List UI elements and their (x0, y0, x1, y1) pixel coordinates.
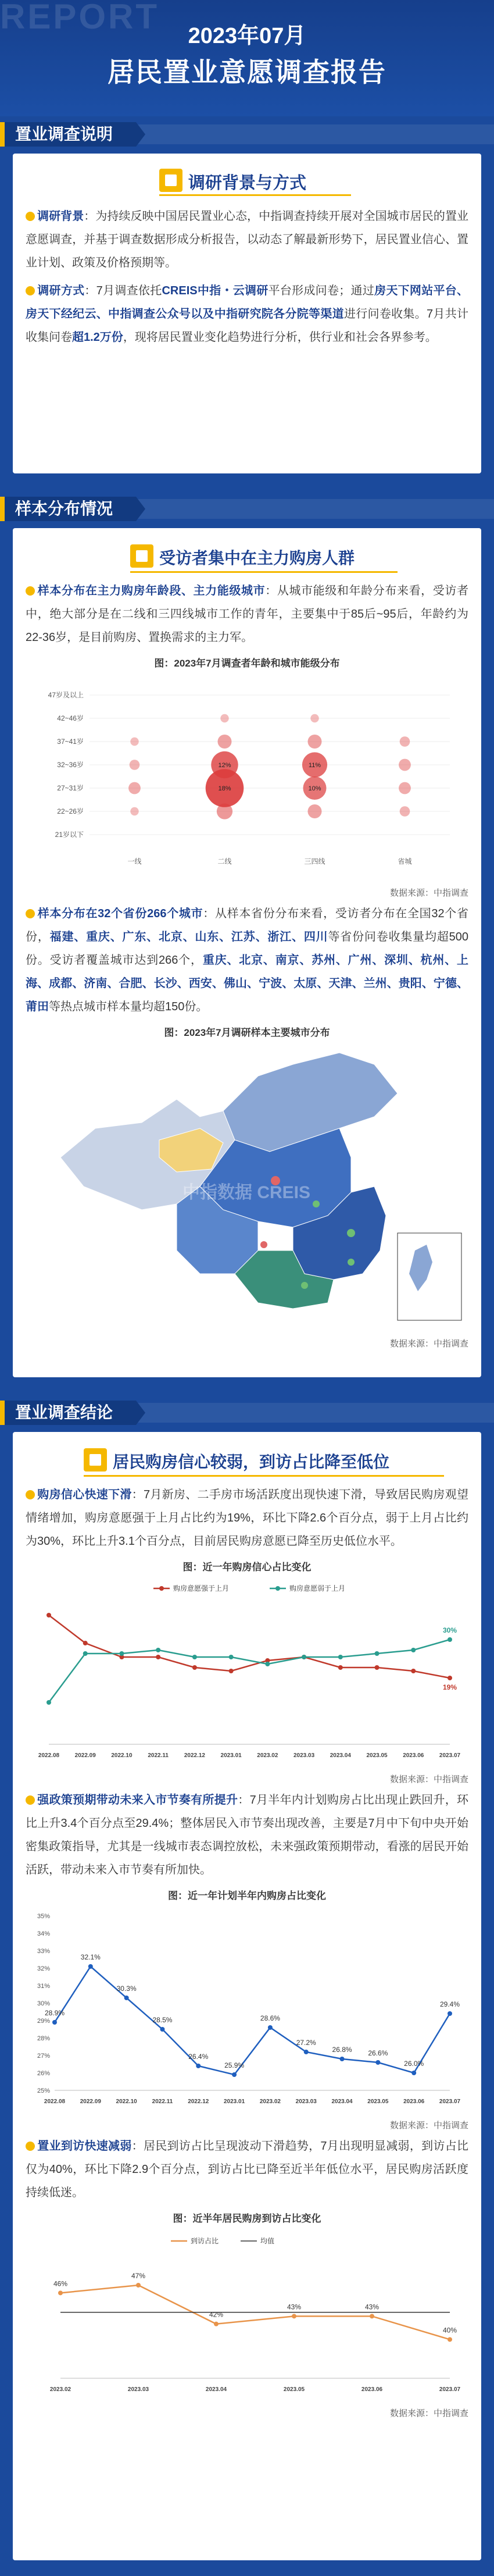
y-tick-label: 34% (37, 1930, 50, 1937)
x-tick-label: 2023.06 (403, 2098, 425, 2105)
bubble-point (399, 782, 411, 794)
series-line (55, 1966, 450, 2075)
y-tick-label: 29% (37, 2018, 50, 2025)
bubble-label: 10% (308, 785, 321, 792)
data-label: 32.1% (80, 1953, 101, 1961)
x-tick-label: 2023.06 (361, 2386, 383, 2393)
card-sample-distribution (13, 528, 481, 1377)
bubble-chart-source: 数据来源：中指调查 (389, 888, 468, 898)
data-point (46, 1700, 51, 1705)
end-label: 30% (442, 1626, 457, 1634)
china-map (26, 1041, 467, 1332)
bullet-icon (26, 212, 35, 221)
data-point (83, 1651, 88, 1656)
data-label: 28.9% (44, 2009, 65, 2017)
data-point (448, 1676, 452, 1680)
paragraph-method: 调研方式：7月调查依托CREIS中指・云调研平台形成问卷；通过房天下网站平台、房天下经纪云、中指调查公众号以及中指研究院各分院等渠道进行问卷收集。7月共计收集问卷超1.2万份，现将居民置业变化趋势进行分析，供行业和社会各界参考。 (26, 284, 469, 344)
data-label: 27.2% (296, 2039, 316, 2047)
data-point (411, 1648, 416, 1652)
legend-label: 均值 (260, 2237, 275, 2245)
x-tick-label: 2023.01 (220, 1752, 242, 1759)
x-tick-label: 2022.08 (44, 2098, 66, 2105)
x-tick-label: 三四线 (304, 857, 325, 865)
x-tick-label: 2022.12 (188, 2098, 209, 2105)
data-point (192, 1655, 197, 1659)
x-tick-label: 2023.07 (439, 1752, 461, 1759)
map-title: 图：2023年7月调研样本主要城市分布 (164, 1027, 330, 1038)
bubble-point (308, 804, 322, 818)
visit-chart-title: 图：近半年居民购房到访占比变化 (173, 2213, 321, 2224)
end-label: 19% (442, 1683, 457, 1691)
section-label: 置业调查结论 (0, 1401, 136, 1425)
report-header (0, 0, 494, 116)
y-tick-label: 26% (37, 2070, 50, 2077)
section-header-survey-intro (0, 116, 494, 154)
data-point (370, 2314, 374, 2318)
data-point (265, 1662, 270, 1666)
confidence-chart-title: 图：近一年购房信心占比变化 (182, 1562, 312, 1573)
x-tick-label: 2023.03 (127, 2386, 149, 2393)
bubble-point (399, 759, 411, 771)
bullet-icon (26, 2142, 35, 2151)
y-tick-label: 21岁以下 (55, 831, 84, 839)
bubble-point (400, 806, 410, 817)
data-point (302, 1655, 306, 1659)
map-source: 数据来源：中指调查 (389, 1339, 468, 1349)
data-point (411, 1669, 416, 1673)
bubble-point (130, 737, 138, 746)
y-tick-label: 22~26岁 (57, 807, 84, 815)
data-label: 47% (131, 2272, 146, 2280)
section-label: 样本分布情况 (0, 497, 136, 521)
x-tick-label: 2023.04 (331, 2098, 353, 2105)
legend-label: 购房意愿强于上月 (173, 1584, 230, 1592)
bubble-point (218, 735, 232, 749)
x-tick-label: 2022.12 (184, 1752, 205, 1759)
bubble-point (310, 714, 318, 722)
bullet-icon (26, 586, 35, 596)
bubble-label: 18% (218, 785, 231, 792)
x-tick-label: 2023.03 (293, 1752, 315, 1759)
data-point (136, 2283, 141, 2288)
data-point (229, 1669, 234, 1673)
x-tick-label: 省城 (398, 857, 412, 865)
x-tick-label: 2023.06 (403, 1752, 424, 1759)
bubble-label: 11% (308, 762, 321, 769)
legend-label: 到访占比 (191, 2237, 219, 2245)
x-tick-label: 2023.02 (49, 2386, 71, 2393)
confidence-line-chart (26, 1576, 467, 1768)
legend-label: 购房意愿弱于上月 (289, 1584, 346, 1592)
legend-marker (159, 1586, 164, 1591)
x-tick-label: 2023.04 (330, 1752, 351, 1759)
data-point (340, 2057, 345, 2061)
data-label: 28.5% (152, 2016, 173, 2024)
data-point (375, 2060, 380, 2065)
doc-icon (130, 544, 153, 568)
data-point (192, 1665, 197, 1670)
x-tick-label: 2023.02 (257, 1752, 278, 1759)
data-label: 43% (364, 2303, 380, 2311)
bullet-icon (26, 286, 35, 295)
report-title-date: 2023年07月 (188, 24, 306, 48)
plan-chart-source: 数据来源：中指调查 (389, 2121, 468, 2130)
data-point (52, 2020, 57, 2025)
card-title: 调研背景与方式 (26, 165, 468, 198)
card-survey-background (13, 154, 481, 473)
visit-chart-source: 数据来源：中指调查 (389, 2408, 468, 2418)
data-point (448, 2337, 452, 2342)
bubble-chart-title: 图：2023年7月调查者年龄和城市能级分布 (154, 658, 340, 669)
x-tick-label: 2022.09 (80, 2098, 101, 2105)
paragraph-plan: 强政策预期带动未来入市节奏有所提升：7月半年内计划购房占比出现止跌回升，环比上升3.4个百分点至29.4%；整体居民入市节奏出现改善，主要是7月中下旬中央开始密集政策指导，尤其是一线城市表态调控放松，未来强政策预期带动，看涨的居民开始活跃，带动未来入市节奏有所加快。 (26, 1794, 469, 1876)
doc-icon (159, 169, 182, 192)
data-label: 26.0% (404, 2060, 424, 2068)
data-point (88, 1964, 93, 1969)
data-point (411, 2071, 416, 2075)
data-point (83, 1641, 88, 1645)
data-point (338, 1655, 343, 1659)
section-header-conclusion (0, 1395, 494, 1432)
data-point (448, 1637, 452, 1642)
x-tick-label: 2022.10 (116, 2098, 137, 2105)
paragraph-confidence: 购房信心快速下滑：7月新房、二手房市场活跃度出现快速下滑，导致居民购房观望情绪增加，购房意愿强于上月占比约为19%，环比下降2.6个百分点，弱于上月占比约为30%，环比上升3.1个百分点，目前居民购房意愿已降至历史低位水平。 (26, 1488, 469, 1548)
data-point (292, 2314, 296, 2318)
section-header-sample (0, 491, 494, 528)
x-tick-label: 2023.03 (295, 2098, 317, 2105)
bubble-point (220, 714, 228, 722)
data-label: 43% (287, 2303, 302, 2311)
data-point (156, 1655, 160, 1659)
confidence-chart-source: 数据来源：中指调查 (389, 1775, 468, 1784)
y-tick-label: 42~46岁 (57, 714, 84, 722)
plan-line-chart (26, 1904, 467, 2114)
x-tick-label: 2023.02 (259, 2098, 281, 2105)
y-tick-label: 30% (37, 2000, 50, 2007)
paragraph-visit: 置业到访快速减弱：居民到访占比呈现波动下滑趋势，7月出现明显减弱，到访占比仅为40%，环比下降2.9个百分点，到访占比已降至近半年低位水平，居民购房活跃度持续低迷。 (26, 2140, 469, 2199)
data-point (124, 1996, 129, 2000)
card-conclusion (13, 1432, 481, 2560)
data-point (58, 2290, 63, 2295)
x-tick-label: 2023.01 (224, 2098, 245, 2105)
bullet-icon (26, 909, 35, 918)
data-point (229, 1655, 234, 1659)
paragraph-background: 调研背景：为持续反映中国居民置业心态，中指调查持续开展对全国城市居民的置业意愿调查，并基于调查数据形成分析报告，以动态了解最新形势下，居民置业信心、置业计划、政策及价格预期等。 (26, 210, 469, 269)
x-tick-label: 2022.11 (148, 1752, 169, 1759)
y-tick-label: 47岁及以上 (48, 691, 84, 699)
y-tick-label: 32~36岁 (57, 761, 84, 769)
legend-marker (275, 1586, 280, 1591)
x-tick-label: 2022.08 (38, 1752, 60, 1759)
y-tick-label: 28% (37, 2035, 50, 2042)
data-point (46, 1613, 51, 1617)
y-tick-label: 37~41岁 (57, 737, 84, 746)
plan-chart-title: 图：近一年计划半年内购房占比变化 (168, 1890, 326, 1901)
data-label: 25.9% (224, 2061, 245, 2069)
data-label: 26.6% (368, 2049, 388, 2057)
map-watermark: 中指数据 CREIS (182, 1183, 311, 1202)
data-point (448, 2011, 452, 2016)
data-label: 30.3% (116, 1984, 137, 1993)
header-watermark: REPORT (0, 0, 160, 36)
series-line (49, 1615, 450, 1678)
x-tick-label: 2023.05 (366, 1752, 388, 1759)
x-tick-label: 2022.09 (74, 1752, 96, 1759)
x-tick-label: 2022.10 (111, 1752, 133, 1759)
paragraph-sample-age: 样本分布在主力购房年龄段、主力能级城市：从城市能级和年龄分布来看，受访者中，绝大部分是在二线和三四线城市工作的青年，主要集中于85后~95后，年龄约为22-36岁，是目前购房、置换需求的主力军。 (26, 585, 469, 644)
data-point (196, 2064, 201, 2068)
x-tick-label: 2023.04 (205, 2386, 227, 2393)
data-point (156, 1648, 160, 1652)
x-tick-label: 2023.07 (439, 2386, 461, 2393)
data-point (214, 2322, 219, 2326)
data-label: 40% (442, 2326, 457, 2335)
card-title: 居民购房信心较弱，到访占比降至低位 (26, 1444, 468, 1477)
data-point (375, 1651, 380, 1656)
bubble-point (308, 735, 322, 749)
y-tick-label: 27~31岁 (57, 784, 84, 792)
card-title: 受访者集中在主力购房人群 (26, 540, 468, 573)
paragraph-sample-cities: 样本分布在32个省份266个城市：从样本省份分布来看，受访者分布在全国32个省份，福建、重庆、广东、北京、山东、江苏、浙江、四川等省份问卷收集量均超500份。受访者覆盖城市达到266个，重庆、北京、南京、苏州、广州、深圳、杭州、上海、成都、济南、合肥、长沙、西安、佛山、宁波、太原、天津、兰州、贵阳、宁德、莆田等热点城市样本量均超150份。 (26, 907, 469, 1013)
y-tick-label: 32% (37, 1965, 50, 1972)
x-tick-label: 一线 (127, 857, 142, 865)
section-label: 置业调查说明 (0, 122, 136, 147)
data-point (268, 2025, 273, 2030)
x-tick-label: 2022.11 (152, 2098, 173, 2105)
data-label: 26.4% (188, 2053, 209, 2061)
y-tick-label: 27% (37, 2053, 50, 2060)
bullet-icon (26, 1795, 35, 1805)
data-point (119, 1651, 124, 1656)
data-point (160, 2027, 164, 2032)
bullet-icon (26, 1490, 35, 1499)
data-point (232, 2072, 237, 2077)
data-label: 29.4% (439, 2000, 460, 2008)
data-point (338, 1665, 343, 1670)
data-label: 46% (53, 2279, 68, 2288)
series-line (49, 1640, 450, 1702)
report-title-main: 居民置业意愿调查报告 (108, 57, 386, 87)
bubble-point (128, 782, 141, 794)
data-point (375, 1665, 380, 1670)
data-label: 26.8% (332, 2046, 352, 2054)
bubble-point (130, 807, 138, 815)
x-tick-label: 二线 (217, 857, 232, 865)
y-tick-label: 31% (37, 1983, 50, 1990)
x-tick-label: 2023.07 (439, 2098, 461, 2105)
bubble-point (130, 760, 140, 770)
data-label: 28.6% (260, 2014, 280, 2022)
bubble-point (400, 736, 410, 747)
x-tick-label: 2023.05 (283, 2386, 305, 2393)
bubble-label: 12% (218, 762, 231, 769)
y-tick-label: 33% (37, 1948, 50, 1955)
data-point (304, 2050, 309, 2054)
visit-line-chart (26, 2227, 467, 2402)
x-tick-label: 2023.05 (367, 2098, 389, 2105)
data-label: 42% (209, 2310, 224, 2319)
doc-icon (84, 1448, 107, 1472)
y-tick-label: 25% (37, 2087, 50, 2094)
y-tick-label: 35% (37, 1913, 50, 1920)
bubble-chart (26, 672, 467, 881)
